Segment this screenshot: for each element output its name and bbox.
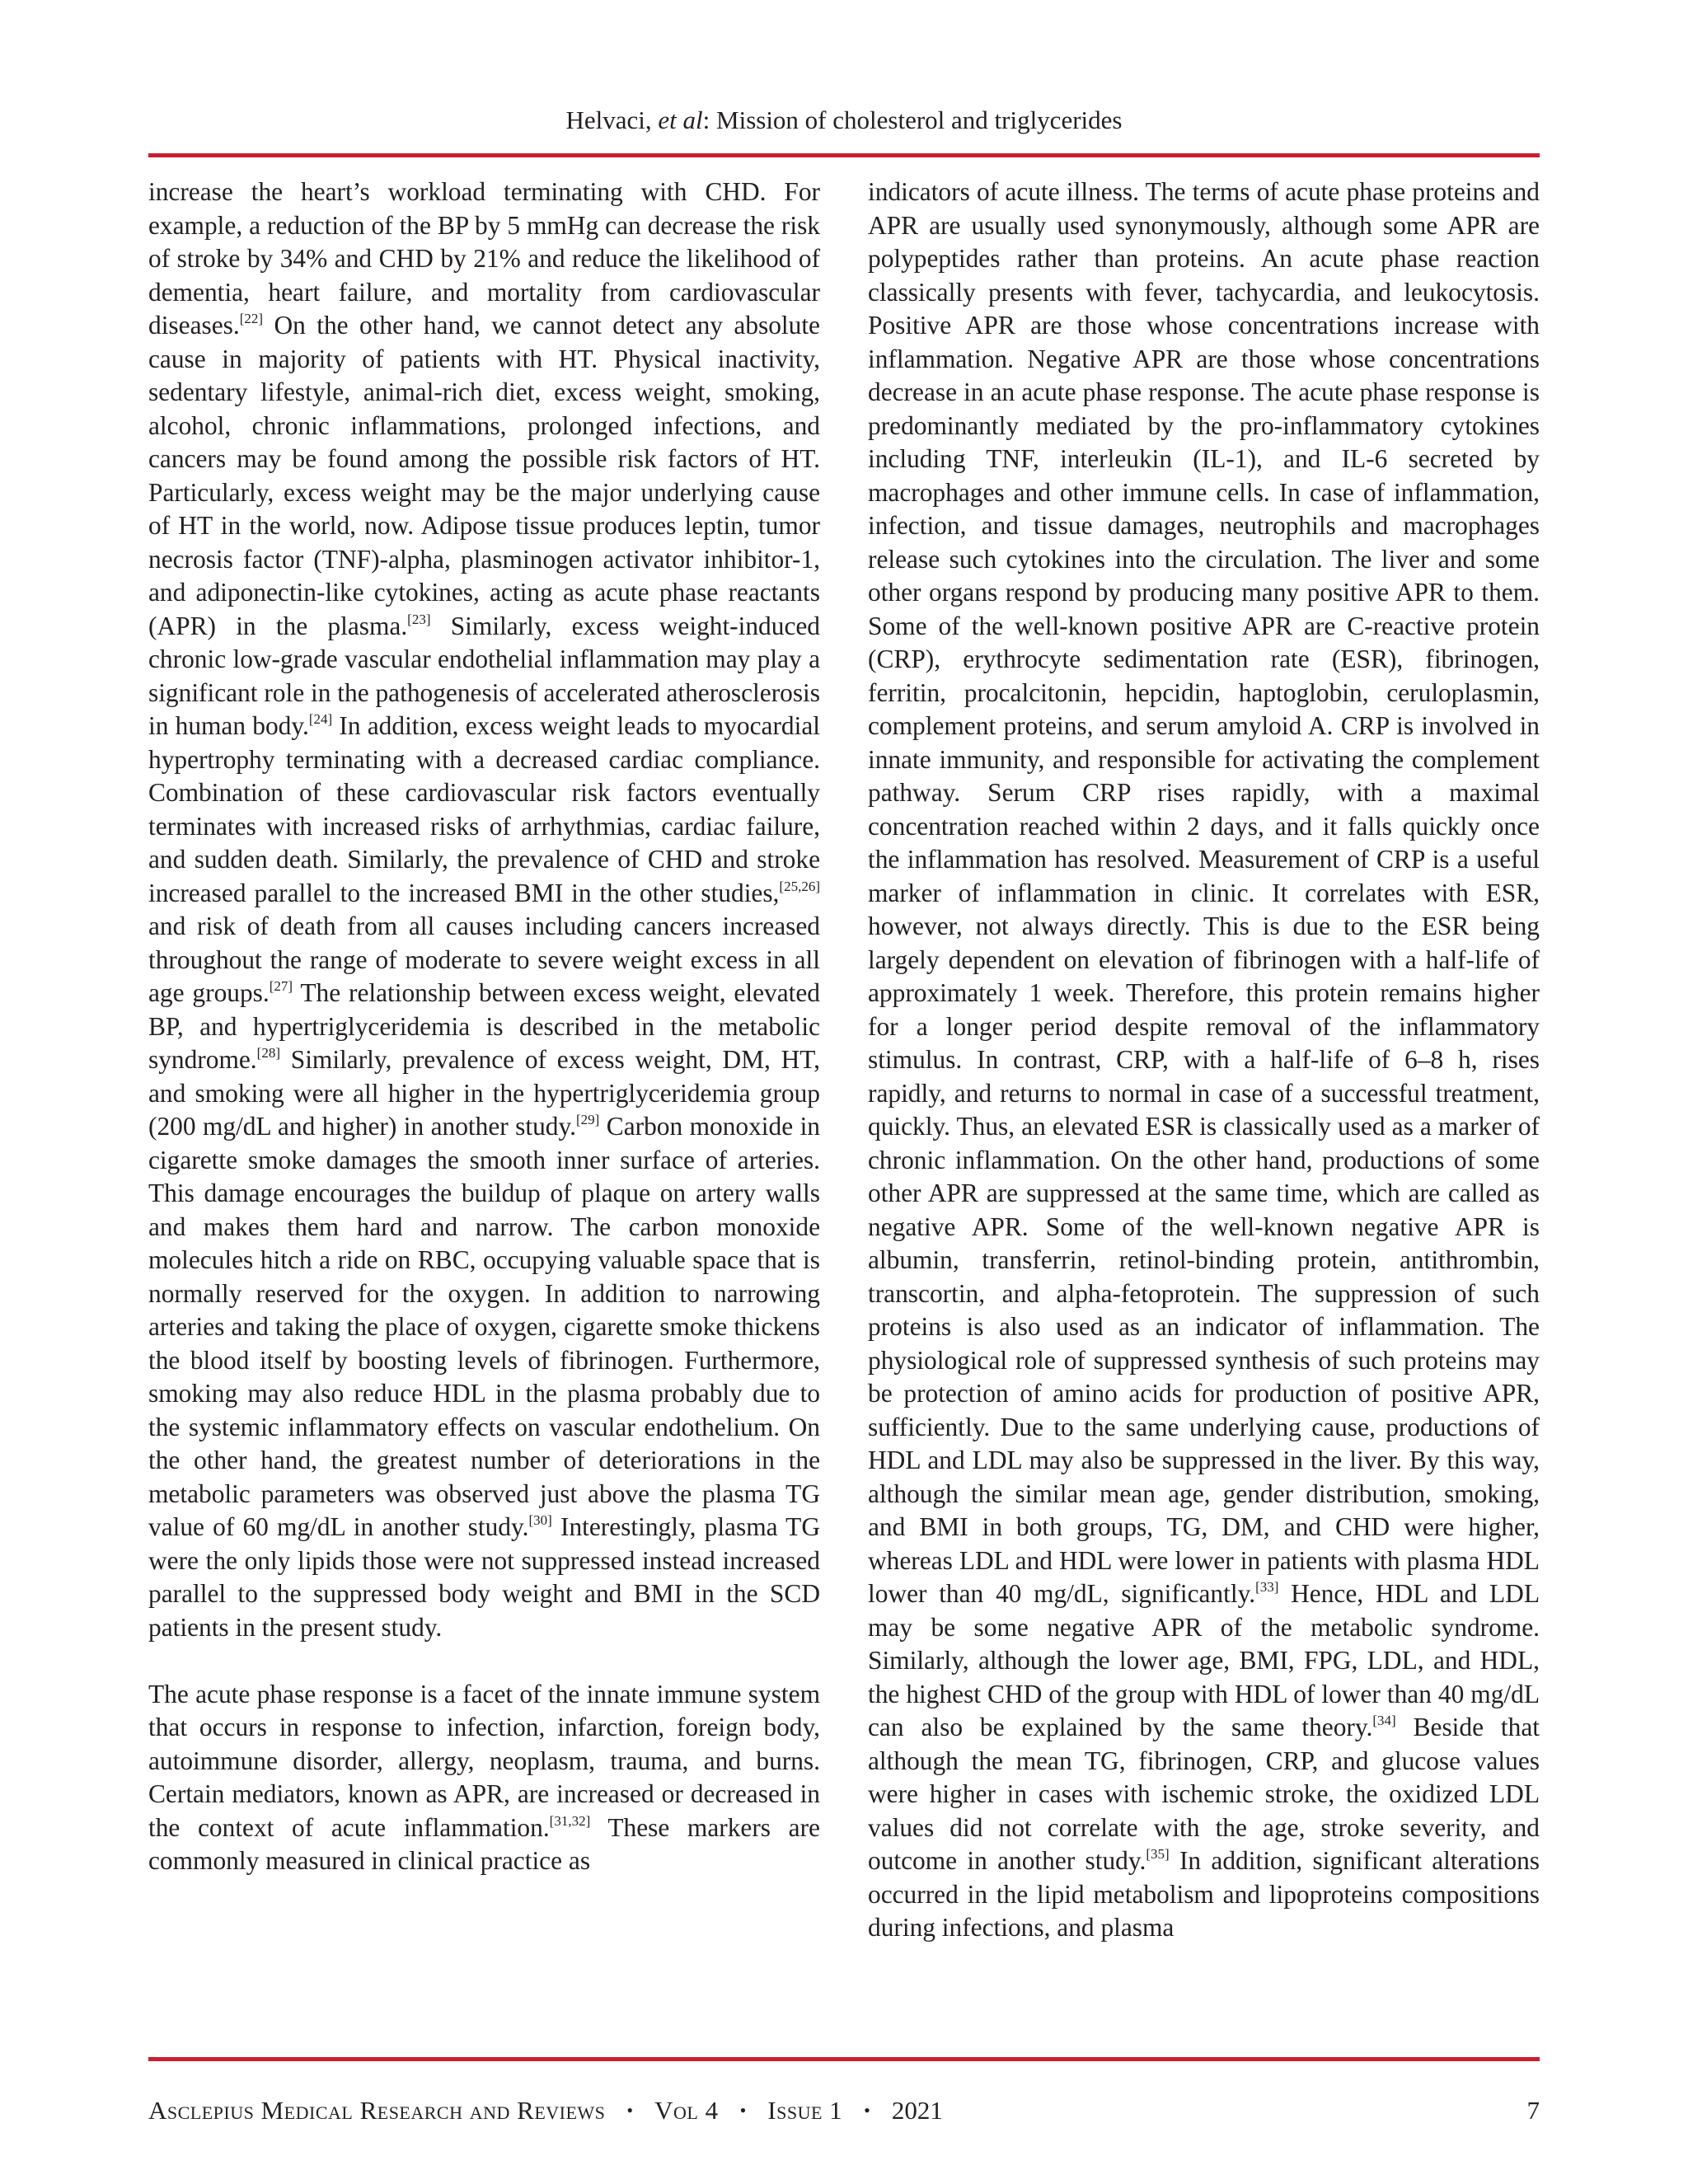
citation-23[interactable]: [23] <box>407 611 431 627</box>
text-run: Similarly, excess weight-induced chronic low-grade vascular endothelial inflammation may play a significant role in the pathogenesis of accelerated atherosclerosis in human body. <box>148 611 820 740</box>
separator-bullet: • <box>626 2100 634 2121</box>
right-column <box>868 176 1540 1945</box>
issue: Issue 1 <box>767 2096 843 2125</box>
text-run: Interestingly, plasma TG were the only lipids those were not suppressed instead increased parallel to the suppressed body weight and BMI in the SCD patients in the present study. <box>148 1512 820 1642</box>
text-run: increase the heart’s workload terminating with CHD. For example, a reduction of the BP by 5 mmHg can decrease the risk of stroke by 34% and CHD by 21% and reduce the likelihood of dementia, heart failure, and mortality from cardiovascular diseases. <box>148 177 820 340</box>
left-column <box>148 176 820 1878</box>
text-run: The relationship between excess weight, elevated BP, and hypertriglyceridemia is described in the metabolic syndrome. <box>148 978 820 1074</box>
journal-name: Asclepius Medical Research and Reviews <box>148 2096 606 2125</box>
text-run: and risk of death from all causes including cancers increased throughout the range of moderate to severe weight excess in all age groups. <box>148 912 820 1007</box>
citation-31-32[interactable]: [31,32] <box>549 1812 591 1829</box>
header-rule <box>148 153 1540 157</box>
footer-rule <box>148 2057 1540 2061</box>
volume: Vol 4 <box>654 2096 719 2125</box>
text-run: indicators of acute illness. The terms of acute phase proteins and APR are usually used synonymously, although some APR are polypeptides rather than proteins. An acute phase reaction classically presents with fever, tachycardia, and leukocytosis. Positive APR are those whose concentrations increase with inflammation. Negative APR are those whose concentrations decrease in an acute phase response. The acute phase response is predominantly mediated by the pro-inflammatory cytokines including TNF, interleukin (IL-1), and IL-6 secreted by macrophages and other immune cells. In case of inflammation, infection, and tissue damages, neutrophils and macrophages release such cytokines into the circulation. The liver and some other organs respond by producing many positive APR to them. Some of the well-known positive APR are C-reactive protein (CRP), erythrocyte sedimentation rate (ESR), fibrinogen, ferritin, procalcitonin, hepcidin, haptoglobin, ceruloplasmin, complement proteins, and serum amyloid A. CRP is involved in innate immunity, and responsible for activating the complement pathway. Serum CRP rises rapidly, with a maximal concentration reached within 2 days, and it falls quickly once the inflammation has resolved. Measurement of CRP is a useful marker of inflammation in clinic. It correlates with ESR, however, not always directly. This is due to the ESR being largely dependent on elevation of fibrinogen with a half-life of approximately 1 week. Therefore, this protein remains higher for a longer period despite removal of the inflammatory stimulus. In contrast, CRP, with a half-life of 6–8 h, rises rapidly, and returns to normal in case of a successful treatment, quickly. Thus, an elevated ESR is classically used as a marker of chronic inflammation. On the other hand, productions of some other APR are suppressed at the same time, which are called as negative APR. Some of the well-known negative APR is albumin, transferrin, retinol-binding protein, antithrombin, transcortin, and alpha-fetoprotein. The suppression of such proteins is also used as an indicator of inflammation. The physiological role of suppressed synthesis of such proteins may be protection of amino acids for production of positive APR, sufficiently. Due to the same underlying cause, productions of HDL and LDL may also be suppressed in the liver. By this way, although the similar mean age, gender distribution, smoking, and BMI in both groups, TG, DM, and CHD were higher, whereas LDL and HDL were lower in patients with plasma HDL lower than 40 mg/dL, significantly. <box>868 177 1540 1608</box>
text-run: Carbon monoxide in cigarette smoke damages the smooth inner surface of arteries. This damage encourages the buildup of plaque on artery walls and makes them hard and narrow. The carbon monoxide molecules hitch a ride on RBC, occupying valuable space that is normally reserved for the oxygen. In addition to narrowing arteries and taking the place of oxygen, cigarette smoke thickens the blood itself by boosting levels of fibrinogen. Furthermore, smoking may also reduce HDL in the plasma probably due to the systemic inflammatory effects on vascular endothelium. On the other hand, the greatest number of deteriorations in the metabolic parameters was observed just above the plasma TG value of 60 mg/dL in another study. <box>148 1112 820 1541</box>
citation-33[interactable]: [33] <box>1255 1579 1279 1595</box>
text-run: In addition, significant alterations occurred in the lipid metabolism and lipoproteins compositions during infections, and plasma <box>868 1846 1540 1942</box>
header-title: : Mission of cholesterol and triglycerides <box>702 105 1123 134</box>
citation-29[interactable]: [29] <box>576 1112 600 1127</box>
year: 2021 <box>891 2096 943 2125</box>
text-run: In addition, excess weight leads to myocardial hypertrophy terminating with a decreased cardiac compliance. Combination of these cardiovascular risk factors eventually terminates with increased risks of arrhythmias, cardiac failure, and sudden death. Similarly, the prevalence of CHD and stroke increased parallel to the increased BMI in the other studies, <box>148 711 820 907</box>
left-paragraph-2 <box>148 1678 820 1878</box>
separator-bullet: • <box>864 2100 870 2121</box>
separator-bullet: • <box>739 2100 747 2121</box>
text-run: Beside that although the mean TG, fibrinogen, CRP, and glucose values were higher in cases with ischemic stroke, the oxidized LDL values did not correlate with the age, stroke severity, and outcome in another study. <box>868 1713 1540 1875</box>
text-run: On the other hand, we cannot detect any absolute cause in majority of patients with HT. Physical inactivity, sedentary lifestyle, animal-rich diet, excess weight, smoking, alcohol, chronic inflammations, prolonged infections, and cancers may be found among the possible risk factors of HT. Particularly, excess weight may be the major underlying cause of HT in the world, now. Adipose tissue produces leptin, tumor necrosis factor (TNF)-alpha, plasminogen activator inhibitor-1, and adiponectin-like cytokines, acting as acute phase reactants (APR) in the plasma. <box>148 311 820 640</box>
left-paragraph-1 <box>148 176 820 1644</box>
text-run: The acute phase response is a facet of the innate immune system that occurs in response to infection, infarction, foreign body, autoimmune disorder, allergy, neoplasm, trauma, and burns. Certain mediators, known as APR, are increased or decreased in the context of acute inflammation. <box>148 1679 820 1842</box>
page-number: 7 <box>1526 2096 1540 2125</box>
citation-34[interactable]: [34] <box>1372 1713 1396 1728</box>
citation-30[interactable]: [30] <box>528 1512 552 1528</box>
header-etal: et al <box>658 105 703 134</box>
citation-24[interactable]: [24] <box>308 711 333 727</box>
text-run: These markers are commonly measured in clinical practice as <box>148 1812 820 1875</box>
text-run: Hence, HDL and LDL may be some negative APR of the metabolic syndrome. Similarly, although the lower age, BMI, FPG, LDL, and HDL, the highest CHD of the group with HDL of lower than 40 mg/dL can also be explained by the same theory. <box>868 1579 1540 1741</box>
running-head <box>0 104 1688 137</box>
text-run: Similarly, prevalence of excess weight, DM, HT, and smoking were all higher in the hypertriglyceridemia group (200 mg/dL and higher) in another study. <box>148 1045 820 1141</box>
citation-27[interactable]: [27] <box>269 978 293 994</box>
right-paragraph-1 <box>868 176 1540 1945</box>
citation-22[interactable]: [22] <box>239 311 264 326</box>
citation-25-26[interactable]: [25,26] <box>779 878 820 894</box>
citation-28[interactable]: [28] <box>256 1045 280 1061</box>
citation-35[interactable]: [35] <box>1146 1846 1170 1862</box>
page-footer <box>148 2094 1540 2132</box>
header-author: Helvaci, <box>565 105 652 134</box>
journal-info <box>148 2094 943 2127</box>
